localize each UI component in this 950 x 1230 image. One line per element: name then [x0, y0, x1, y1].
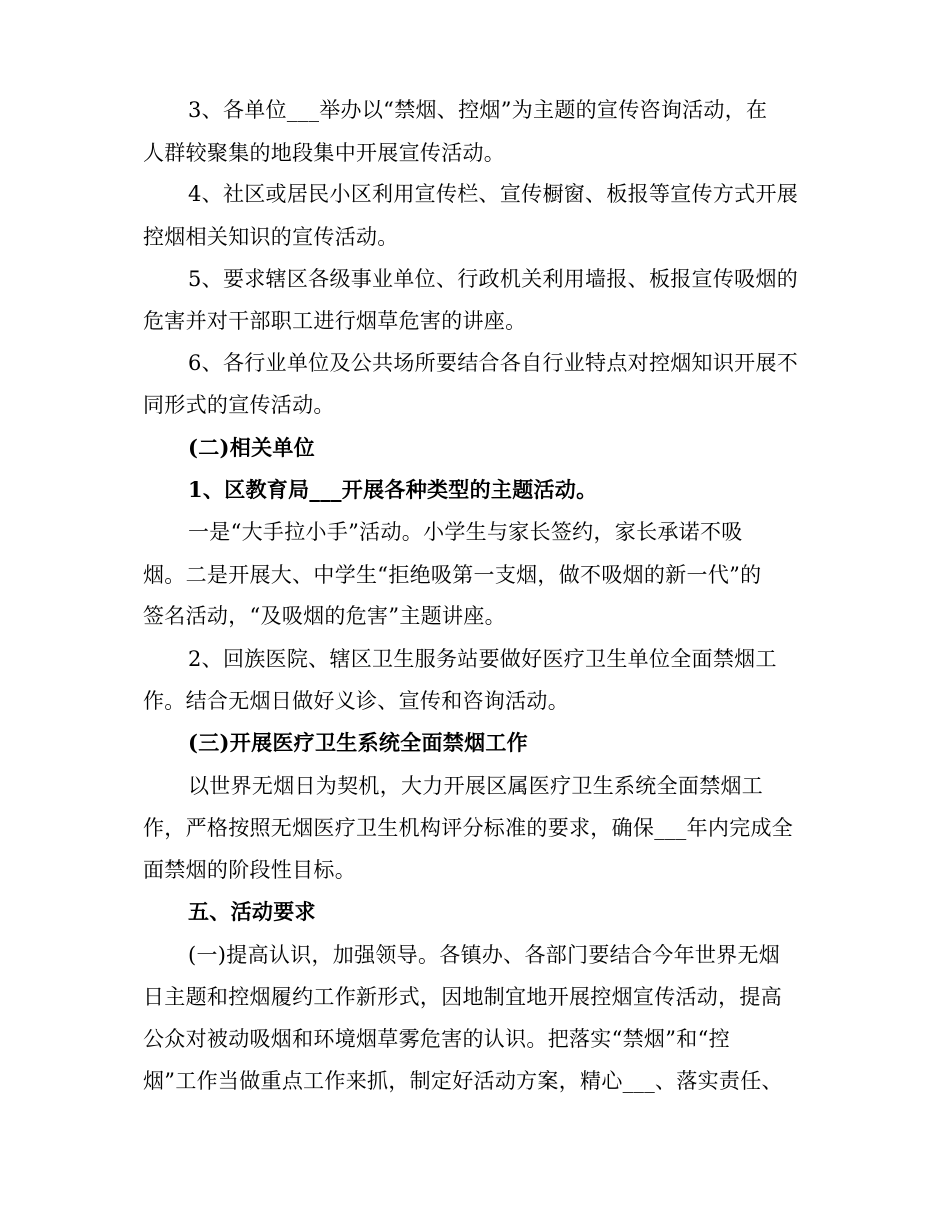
paragraph-line: 签名活动，“及吸烟的危害”主题讲座。 — [143, 604, 506, 628]
section-heading: 五、活动要求 — [188, 899, 316, 924]
paragraph-line: 日主题和控烟履约工作新形式，因地制宜地开展控烟宣传活动，提高 — [143, 985, 782, 1009]
paragraph-line: (一)提高认识，加强领导。各镇办、各部门要结合今年世界无烟 — [188, 943, 781, 967]
paragraph-line: 5、要求辖区各级事业单位、行政机关利用墙报、板报宣传吸烟的 — [188, 267, 799, 291]
paragraph-line: 同形式的宣传活动。 — [143, 393, 335, 417]
paragraph-line: 作，严格按照无烟医疗卫生机构评分标准的要求，确保___年内完成全 — [143, 816, 794, 840]
section-heading: 1、区教育局___开展各种类型的主题活动。 — [188, 477, 598, 502]
paragraph-line: 2、回族医院、辖区卫生服务站要做好医疗卫生单位全面禁烟工 — [188, 647, 777, 671]
paragraph-line: 面禁烟的阶段性目标。 — [143, 858, 356, 882]
paragraph-line: 6、各行业单位及公共场所要结合各自行业特点对控烟知识开展不 — [188, 351, 799, 375]
paragraph-line: 以世界无烟日为契机，大力开展区属医疗卫生系统全面禁烟工 — [188, 774, 764, 798]
paragraph-line: 公众对被动吸烟和环境烟草雾危害的认识。把落实“禁烟”和“控 — [143, 1027, 730, 1051]
paragraph-line: 控烟相关知识的宣传活动。 — [143, 225, 399, 249]
section-heading: (三)开展医疗卫生系统全面禁烟工作 — [188, 730, 528, 755]
paragraph-line: 一是“大手拉小手”活动。小学生与家长签约，家长承诺不吸 — [188, 520, 743, 544]
paragraph-line: 3、各单位___举办以“禁烟、控烟”为主题的宣传咨询活动，在 — [188, 98, 768, 122]
paragraph-line: 危害并对干部职工进行烟草危害的讲座。 — [143, 309, 527, 333]
paragraph-line: 烟。二是开展大、中学生“拒绝吸第一支烟，做不吸烟的新一代”的 — [143, 563, 762, 587]
paragraph-line: 作。结合无烟日做好义诊、宣传和咨询活动。 — [143, 689, 569, 713]
paragraph-line: 人群较聚集的地段集中开展宣传活动。 — [143, 141, 506, 165]
section-heading: (二)相关单位 — [188, 435, 315, 460]
paragraph-line: 4、社区或居民小区利用宣传栏、宣传橱窗、板报等宣传方式开展 — [188, 182, 799, 206]
paragraph-line: 烟”工作当做重点工作来抓，制定好活动方案，精心___、落实责任、 — [143, 1069, 783, 1093]
